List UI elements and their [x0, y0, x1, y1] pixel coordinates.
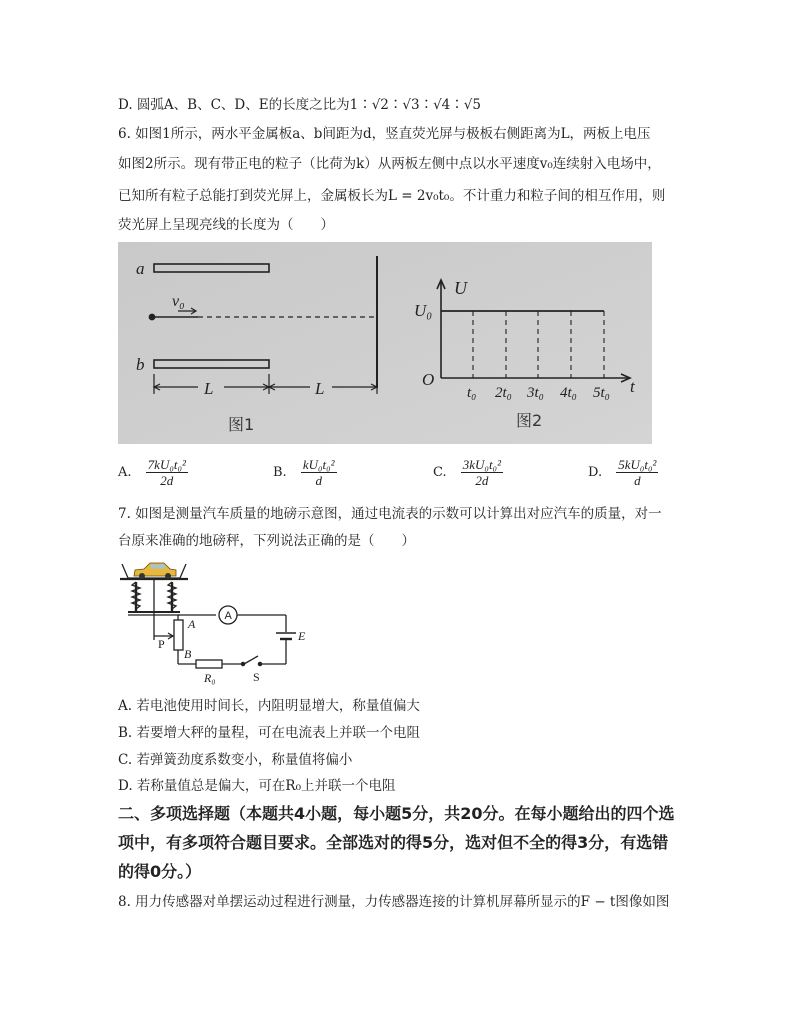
q7-circuit-figure: [118, 560, 318, 688]
fig2-caption: 图2: [516, 411, 543, 430]
q6-line-4: 荧光屏上呈现亮线的长度为（ ）: [118, 217, 334, 233]
switch-s: [244, 656, 258, 664]
choice-letter: B.: [273, 465, 287, 480]
resistor-r0: [196, 660, 222, 668]
q7-option-d[interactable]: D. 若称量值总是偏大，可在R₀上并联一个电阻: [118, 778, 396, 794]
particle-dot: [149, 314, 154, 319]
length-label-1: L: [204, 379, 214, 398]
u0-label: U₀: [414, 301, 433, 320]
plate-a-label: a: [136, 259, 145, 278]
origin-label: O: [422, 370, 435, 389]
label-e: E: [298, 629, 306, 643]
label-s: S: [253, 670, 260, 684]
tick-5t0: 5t₀: [593, 385, 610, 401]
u-axis-label: U: [454, 278, 467, 298]
tick-4t0: 4t₀: [560, 385, 577, 401]
car-icon: [134, 563, 176, 579]
label-b: B: [184, 647, 192, 661]
tick-3t0: 3t₀: [527, 385, 544, 401]
choice-letter: D.: [588, 465, 603, 480]
q7-option-c[interactable]: C. 若弹簧劲度系数变小，称量值将偏小: [118, 752, 353, 768]
q6-choice-d[interactable]: [588, 457, 658, 488]
label-p: P: [158, 637, 165, 651]
choice-letter: C.: [433, 465, 447, 480]
q7-line-2: 台原来准确的地磅秤，下列说法正确的是（ ）: [118, 533, 415, 549]
ammeter-label: A: [224, 610, 232, 622]
choice-fraction: $\frac{\text{kU₀t₀²}}{d}$: [302, 457, 335, 488]
tick-t0: t₀: [467, 385, 477, 401]
q8-line-1: 8. 用力传感器对单摆运动过程进行测量，力传感器连接的计算机屏幕所显示的F − t图像如图: [118, 894, 670, 910]
label-r0: R₀: [204, 671, 216, 685]
q7-line-1: 7. 如图是测量汽车质量的地磅示意图，通过电流表的示数可以计算出对应汽车的质量，对一: [118, 506, 662, 522]
q6-choice-c[interactable]: [433, 457, 503, 488]
q6-line-1: 6. 如图1所示，两水平金属板a、b间距为d，竖直荧光屏与极板右侧距离为L，两板上电压: [118, 126, 651, 142]
length-label-2: L: [315, 379, 325, 398]
section-2-line-3: 的得0分。）: [118, 862, 202, 881]
tick-2t0: 2t₀: [495, 385, 512, 401]
q5-option-d: D. 圆弧A、B、C、D、E的长度之比为1∶√2∶√3∶√4∶√5: [118, 97, 481, 113]
q6-choice-a[interactable]: [118, 457, 188, 488]
choice-fraction: $\frac{\text{7kU₀t₀²}}{2d}$: [147, 457, 186, 488]
q6-line-2: 如图2所示。现有带正电的粒子（比荷为k）从两板左侧中点以水平速度v₀连续射入电场中，: [118, 156, 661, 172]
rheostat: [174, 620, 183, 650]
choice-fraction: $\frac{\text{3kU₀t₀²}}{2d}$: [462, 457, 501, 488]
q6-figure-photo: [118, 242, 652, 444]
choice-fraction: $\frac{\text{5kU₀t₀²}}{d}$: [618, 457, 657, 488]
plate-b-label: b: [136, 355, 145, 374]
q7-option-a[interactable]: A. 若电池使用时间长，内阻明显增大，称量值偏大: [118, 698, 420, 714]
choice-letter: A.: [118, 465, 132, 480]
q6-line-3: 已知所有粒子总能打到荧光屏上，金属板长为L = 2v₀t₀。不计重力和粒子间的相互作用，则: [118, 188, 666, 204]
section-2-line-1: 二、多项选择题（本题共4小题，每小题5分，共20分。在每小题给出的四个选: [118, 804, 675, 823]
q7-option-b[interactable]: B. 若要增大秤的量程，可在电流表上并联一个电阻: [118, 725, 421, 741]
q6-choice-b[interactable]: [273, 457, 337, 488]
section-2-line-2: 项中，有多项符合题目要求。全部选对的得5分，选对但不全的得3分，有选错: [118, 833, 669, 852]
label-a: A: [188, 617, 196, 631]
fig1-caption: 图1: [228, 415, 255, 434]
velocity-label: v₀: [172, 293, 185, 310]
t-axis-label: t: [630, 377, 635, 396]
